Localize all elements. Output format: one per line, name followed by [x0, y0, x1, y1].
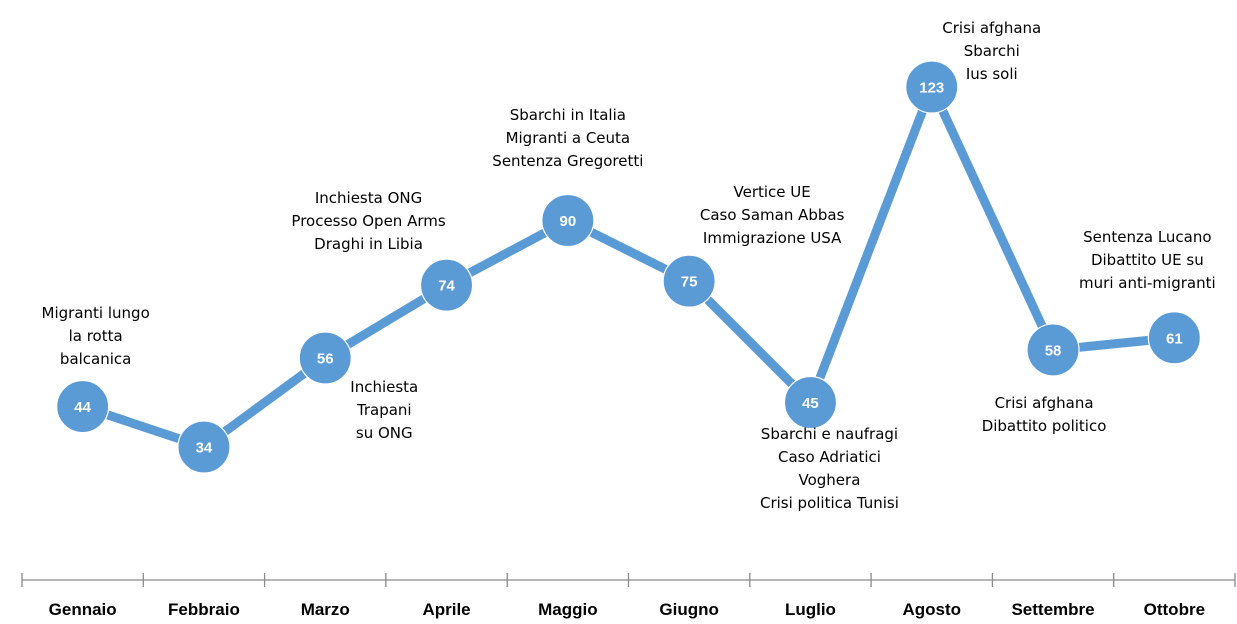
data-label: 45: [802, 395, 819, 413]
data-label: 75: [680, 273, 698, 291]
data-label: 58: [1044, 342, 1062, 360]
annotation-luglio: [760, 425, 899, 512]
annotation-line: Caso Adriatici: [777, 448, 881, 466]
annotation-giugno: [700, 183, 845, 247]
annotation-line: Ius soli: [965, 65, 1018, 83]
annotation-agosto: [942, 19, 1041, 83]
annotation-line: Sbarchi: [963, 42, 1020, 60]
annotation-line: Migranti a Ceuta: [505, 129, 631, 147]
x-tick-label: Maggio: [538, 600, 598, 619]
x-tick-label: Settembre: [1011, 600, 1095, 619]
annotation-line: Processo Open Arms: [291, 212, 446, 230]
data-label: 44: [74, 399, 91, 417]
data-label: 123: [919, 79, 945, 97]
x-tick-label: Febbraio: [168, 600, 240, 619]
annotation-line: su ONG: [355, 424, 413, 442]
x-tick-label: Gennaio: [48, 600, 117, 619]
data-point: [542, 194, 594, 246]
data-label: 90: [559, 212, 577, 230]
annotation-line: muri anti-migranti: [1079, 274, 1216, 292]
annotation-line: Vertice UE: [733, 183, 811, 201]
annotation-line: Trapani: [356, 401, 412, 419]
annotation-ottobre: [1079, 228, 1216, 292]
annotation-maggio: [492, 106, 643, 170]
annotation-line: Inchiesta ONG: [314, 189, 423, 207]
data-point: [663, 255, 715, 307]
annotation-line: Crisi afghana: [942, 19, 1042, 37]
data-point: [178, 421, 230, 473]
data-point: [299, 332, 351, 384]
annotation-aprile: [291, 189, 445, 253]
data-point: [1148, 312, 1200, 364]
x-tick-label: Luglio: [784, 600, 836, 619]
data-point: [57, 381, 109, 433]
annotation-line: Sentenza Lucano: [1083, 228, 1212, 246]
data-label: 56: [316, 350, 334, 368]
annotation-line: Immigrazione USA: [702, 229, 842, 247]
x-tick-label: Agosto: [902, 600, 962, 619]
data-label: 61: [1166, 330, 1183, 348]
annotation-marzo: [350, 378, 418, 442]
x-tick-label: Giugno: [659, 600, 719, 619]
annotation-line: balcanica: [59, 350, 132, 368]
x-tick-label: Ottobre: [1143, 600, 1206, 619]
annotation-line: Dibattito politico: [981, 417, 1107, 435]
annotation-line: Sbarchi in Italia: [509, 106, 626, 124]
data-point: [421, 259, 473, 311]
annotation-line: Migranti lungo: [41, 304, 150, 322]
x-tick-label: Aprile: [422, 600, 471, 619]
annotation-line: Draghi in Libia: [314, 235, 423, 253]
data-point: [784, 377, 836, 429]
data-point: [906, 61, 958, 113]
annotation-gennaio: [42, 304, 150, 368]
annotation-line: Crisi politica Tunisi: [759, 494, 899, 512]
data-label: 74: [438, 277, 455, 295]
annotation-line: Caso Saman Abbas: [699, 206, 845, 224]
annotation-line: Sentenza Gregoretti: [492, 152, 644, 170]
annotation-line: Crisi afghana: [994, 394, 1094, 412]
annotation-settembre: [982, 394, 1107, 435]
annotation-line: la rotta: [68, 327, 123, 345]
x-axis: [22, 573, 1235, 619]
annotation-line: Inchiesta: [350, 378, 419, 396]
annotation-line: Dibattito UE su: [1090, 251, 1204, 269]
data-point: [1027, 324, 1079, 376]
annotation-line: Voghera: [798, 471, 861, 489]
annotation-line: Sbarchi e naufragi: [760, 425, 899, 443]
x-tick-label: Marzo: [300, 600, 350, 619]
data-label: 34: [195, 439, 213, 457]
